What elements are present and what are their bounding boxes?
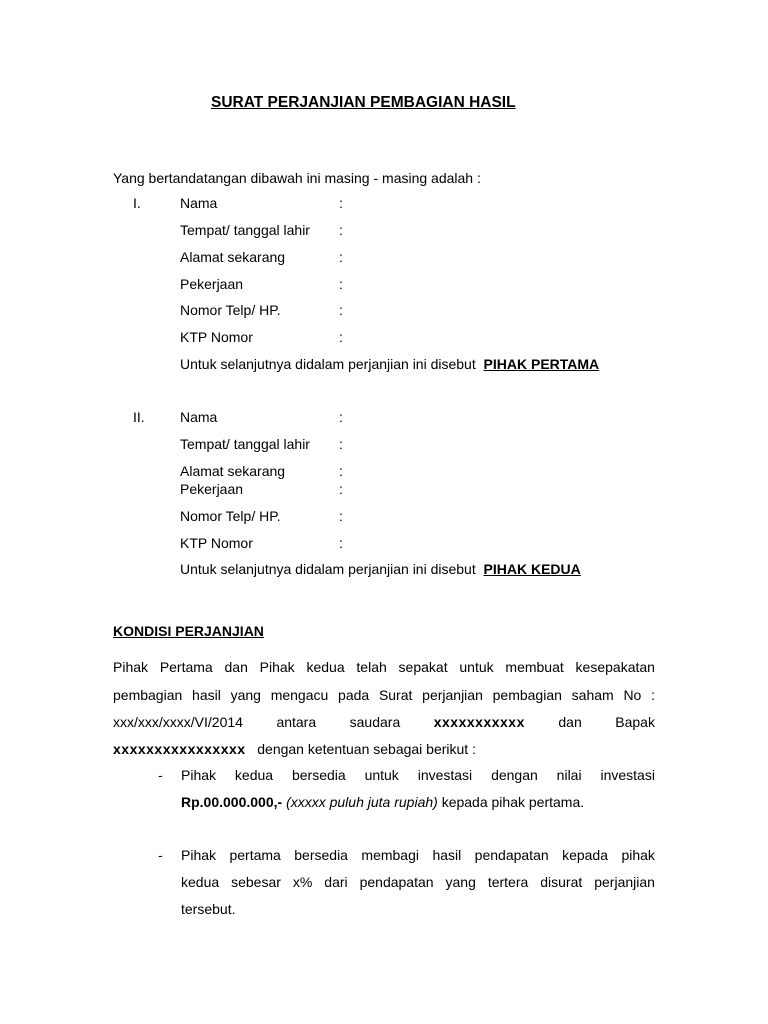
word: mengacu: [270, 687, 329, 703]
party2-closing: [180, 560, 581, 578]
investment-amount: Rp.00.000.000,-: [181, 794, 283, 810]
party2-role: PIHAK KEDUA: [483, 561, 581, 577]
word: disurat: [540, 874, 583, 890]
party1-closing-text: Untuk selanjutnya didalam perjanjian ini disebut: [180, 356, 476, 372]
party2-colon: :: [339, 463, 343, 479]
party2-field-pekerjaan: Pekerjaan: [180, 481, 244, 497]
party1-field-ttl: Tempat/ tanggal lahir: [180, 222, 310, 238]
party1-closing: [180, 355, 599, 373]
word: telah: [356, 659, 387, 675]
word: untuk: [364, 767, 399, 783]
party2-field-alamat: Alamat sekarang: [180, 463, 286, 479]
party1-field-pekerjaan: Pekerjaan: [180, 276, 244, 292]
word: perjanjian: [594, 874, 655, 890]
word: perjanjian: [422, 687, 483, 703]
party1-colon: :: [339, 302, 343, 318]
word: saham: [571, 687, 614, 703]
party2-colon: :: [339, 535, 343, 551]
party2-closing-text: Untuk selanjutnya didalam perjanjian ini disebut: [180, 561, 476, 577]
word: No: [623, 687, 642, 703]
word: pihak: [621, 847, 655, 863]
party1-colon: :: [339, 222, 343, 238]
word: membuat: [505, 659, 564, 675]
word: kepada: [562, 847, 609, 863]
word: kedua: [181, 874, 220, 890]
word: antara: [276, 714, 317, 730]
bullet-dash: -: [158, 767, 163, 783]
bullet2-line-3: tersebut.: [181, 901, 236, 917]
document-title: SURAT PERJANJIAN PEMBAGIAN HASIL: [211, 94, 516, 111]
word: kesepakatan: [575, 659, 655, 675]
party2-field-nama: Nama: [180, 409, 218, 425]
party2-colon: :: [339, 436, 343, 452]
section-heading: KONDISI PERJANJIAN: [113, 623, 264, 639]
paragraph-text: dengan ketentuan sebagai berikut :: [257, 741, 476, 757]
party1-field-alamat: Alamat sekarang: [180, 249, 286, 265]
paragraph-line-1: [113, 658, 655, 676]
word: investasi: [417, 767, 473, 783]
party2-numeral: II.: [133, 409, 145, 425]
party1-field-nama: Nama: [180, 195, 218, 211]
bullet1-line-1: [181, 766, 655, 784]
intro-text: Yang bertandatangan dibawah ini masing - masing adalah :: [113, 170, 481, 186]
bullet2-line-2: [181, 873, 655, 891]
party2-field-telp: Nomor Telp/ HP.: [180, 508, 281, 524]
word: pendapatan: [359, 874, 434, 890]
word: investasi: [600, 767, 655, 783]
word: pendapatan: [474, 847, 549, 863]
party1-colon: :: [339, 276, 343, 292]
party2-field-ktp: KTP Nomor: [180, 535, 253, 551]
party1-field-ktp: KTP Nomor: [180, 329, 253, 345]
word: tertera: [487, 874, 529, 890]
word: x%: [292, 874, 313, 890]
word: Pihak: [181, 847, 217, 863]
paragraph-line-4: [113, 740, 476, 758]
bullet-text: kepada pihak pertama.: [441, 794, 585, 810]
word: Pihak: [259, 659, 295, 675]
word: hasil: [432, 847, 462, 863]
party1-field-telp: Nomor Telp/ HP.: [180, 302, 281, 318]
word: dan: [558, 714, 582, 730]
party2-colon: :: [339, 508, 343, 524]
party2-colon: :: [339, 481, 343, 497]
paragraph-line-3: [113, 713, 655, 731]
party-name-placeholder: xxxxxxxxxxx: [433, 714, 525, 730]
word: pada: [338, 687, 370, 703]
party1-role: PIHAK PERTAMA: [483, 356, 600, 372]
word: Surat: [378, 687, 413, 703]
word: hasil: [192, 687, 221, 703]
word: Pihak: [181, 767, 217, 783]
word: kedua: [306, 659, 345, 675]
word: :: [651, 687, 655, 703]
word: dengan: [491, 767, 538, 783]
word: bersedia: [294, 847, 348, 863]
party2-field-ttl: Tempat/ tanggal lahir: [180, 436, 310, 452]
bullet2-line-1: [181, 846, 655, 864]
word: Pertama: [159, 659, 213, 675]
party2-colon: :: [339, 409, 343, 425]
word: Pihak: [113, 659, 149, 675]
word: sepakat: [398, 659, 448, 675]
word: yang: [230, 687, 261, 703]
word: dan: [224, 659, 248, 675]
bullet-dash: -: [158, 847, 163, 863]
word: yang: [445, 874, 476, 890]
word: nilai: [556, 767, 582, 783]
word: Bapak: [615, 714, 655, 730]
party1-colon: :: [339, 195, 343, 211]
bullet1-line-2: [181, 793, 584, 811]
party-name-placeholder: xxxxxxxxxxxxxxxx: [113, 741, 246, 757]
party1-colon: :: [339, 329, 343, 345]
word: pertama: [229, 847, 281, 863]
agreement-reference: xxx/xxx/xxxx/VI/2014: [113, 714, 243, 730]
word: untuk: [459, 659, 494, 675]
amount-in-words: (xxxxx puluh juta rupiah): [286, 794, 438, 810]
word: kedua: [234, 767, 274, 783]
word: sebesar: [231, 874, 281, 890]
word: dari: [324, 874, 348, 890]
word: saudara: [349, 714, 401, 730]
paragraph-line-2: [113, 686, 655, 704]
word: bersedia: [291, 767, 346, 783]
word: pembagian: [492, 687, 562, 703]
word: pembagian: [113, 687, 183, 703]
party1-colon: :: [339, 249, 343, 265]
party1-numeral: I.: [133, 195, 141, 211]
word: membagi: [361, 847, 419, 863]
